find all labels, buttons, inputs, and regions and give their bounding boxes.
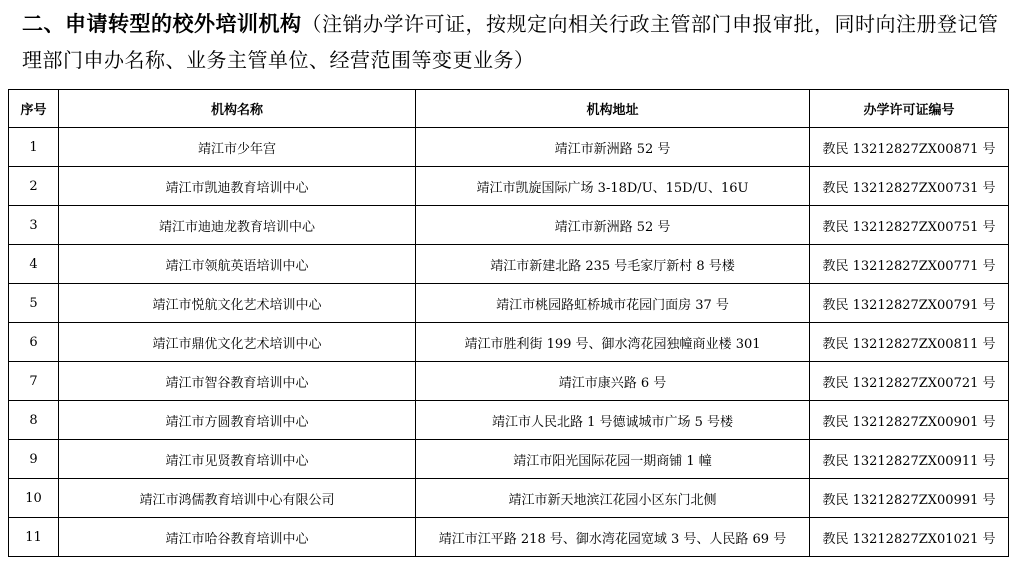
table-row: [9, 167, 1009, 206]
table-row: [9, 128, 1009, 167]
cell-index: 1: [9, 128, 59, 167]
table-row: [9, 479, 1009, 518]
cell-name: 靖江市哈谷教育培训中心: [59, 518, 416, 557]
cell-license: 教民 13212827ZX00911 号: [810, 440, 1009, 479]
cell-index: 6: [9, 323, 59, 362]
cell-license: 教民 13212827ZX00771 号: [810, 245, 1009, 284]
cell-address: 靖江市康兴路 6 号: [416, 362, 810, 401]
table-row: [9, 323, 1009, 362]
cell-address: 靖江市新洲路 52 号: [416, 206, 810, 245]
cell-address: 靖江市江平路 218 号、御水湾花园宽域 3 号、人民路 69 号: [416, 518, 810, 557]
cell-name: 靖江市凯迪教育培训中心: [59, 167, 416, 206]
cell-index: 2: [9, 167, 59, 206]
cell-address: 靖江市新建北路 235 号毛家厅新村 8 号楼: [416, 245, 810, 284]
cell-address: 靖江市桃园路虹桥城市花园门面房 37 号: [416, 284, 810, 323]
cell-index: 4: [9, 245, 59, 284]
cell-license: 教民 13212827ZX00751 号: [810, 206, 1009, 245]
cell-index: 9: [9, 440, 59, 479]
cell-name: 靖江市智谷教育培训中心: [59, 362, 416, 401]
cell-license: 教民 13212827ZX00871 号: [810, 128, 1009, 167]
cell-address: 靖江市阳光国际花园一期商铺 1 幢: [416, 440, 810, 479]
header-license: 办学许可证编号: [810, 90, 1009, 128]
cell-name: 靖江市悦航文化艺术培训中心: [59, 284, 416, 323]
section-note: （注销办学许可证，按规定向相关行政主管部门申报审批，同时向注册登记管理部门申办名称、业务主管单位、经营范围等变更业务）: [22, 12, 999, 72]
cell-index: 7: [9, 362, 59, 401]
cell-index: 11: [9, 518, 59, 557]
header-index: 序号: [9, 90, 59, 128]
cell-license: 教民 13212827ZX01021 号: [810, 518, 1009, 557]
table-row: [9, 284, 1009, 323]
cell-license: 教民 13212827ZX00991 号: [810, 479, 1009, 518]
cell-index: 8: [9, 401, 59, 440]
table-row: [9, 518, 1009, 557]
cell-address: 靖江市胜利街 199 号、御水湾花园独幢商业楼 301: [416, 323, 810, 362]
table-row: [9, 401, 1009, 440]
cell-address: 靖江市凯旋国际广场 3-18D/U、15D/U、16U: [416, 167, 810, 206]
cell-license: 教民 13212827ZX00721 号: [810, 362, 1009, 401]
table-row: [9, 245, 1009, 284]
cell-index: 3: [9, 206, 59, 245]
cell-name: 靖江市见贤教育培训中心: [59, 440, 416, 479]
cell-address: 靖江市人民北路 1 号德诚城市广场 5 号楼: [416, 401, 810, 440]
cell-name: 靖江市鼎优文化艺术培训中心: [59, 323, 416, 362]
cell-name: 靖江市少年宫: [59, 128, 416, 167]
cell-license: 教民 13212827ZX00811 号: [810, 323, 1009, 362]
cell-index: 10: [9, 479, 59, 518]
institution-table: [8, 89, 1009, 557]
cell-name: 靖江市领航英语培训中心: [59, 245, 416, 284]
table-header-row: [9, 90, 1009, 128]
table-row: [9, 362, 1009, 401]
cell-name: 靖江市鸿儒教育培训中心有限公司: [59, 479, 416, 518]
cell-index: 5: [9, 284, 59, 323]
table-row: [9, 206, 1009, 245]
cell-name: 靖江市迪迪龙教育培训中心: [59, 206, 416, 245]
header-name: 机构名称: [59, 90, 416, 128]
cell-license: 教民 13212827ZX00731 号: [810, 167, 1009, 206]
cell-address: 靖江市新洲路 52 号: [416, 128, 810, 167]
cell-license: 教民 13212827ZX00901 号: [810, 401, 1009, 440]
cell-name: 靖江市方圆教育培训中心: [59, 401, 416, 440]
section-title: 二、申请转型的校外培训机构: [22, 12, 302, 36]
cell-address: 靖江市新天地滨江花园小区东门北侧: [416, 479, 810, 518]
cell-license: 教民 13212827ZX00791 号: [810, 284, 1009, 323]
header-address: 机构地址: [416, 90, 810, 128]
section-heading: [22, 6, 1012, 78]
table-row: [9, 440, 1009, 479]
